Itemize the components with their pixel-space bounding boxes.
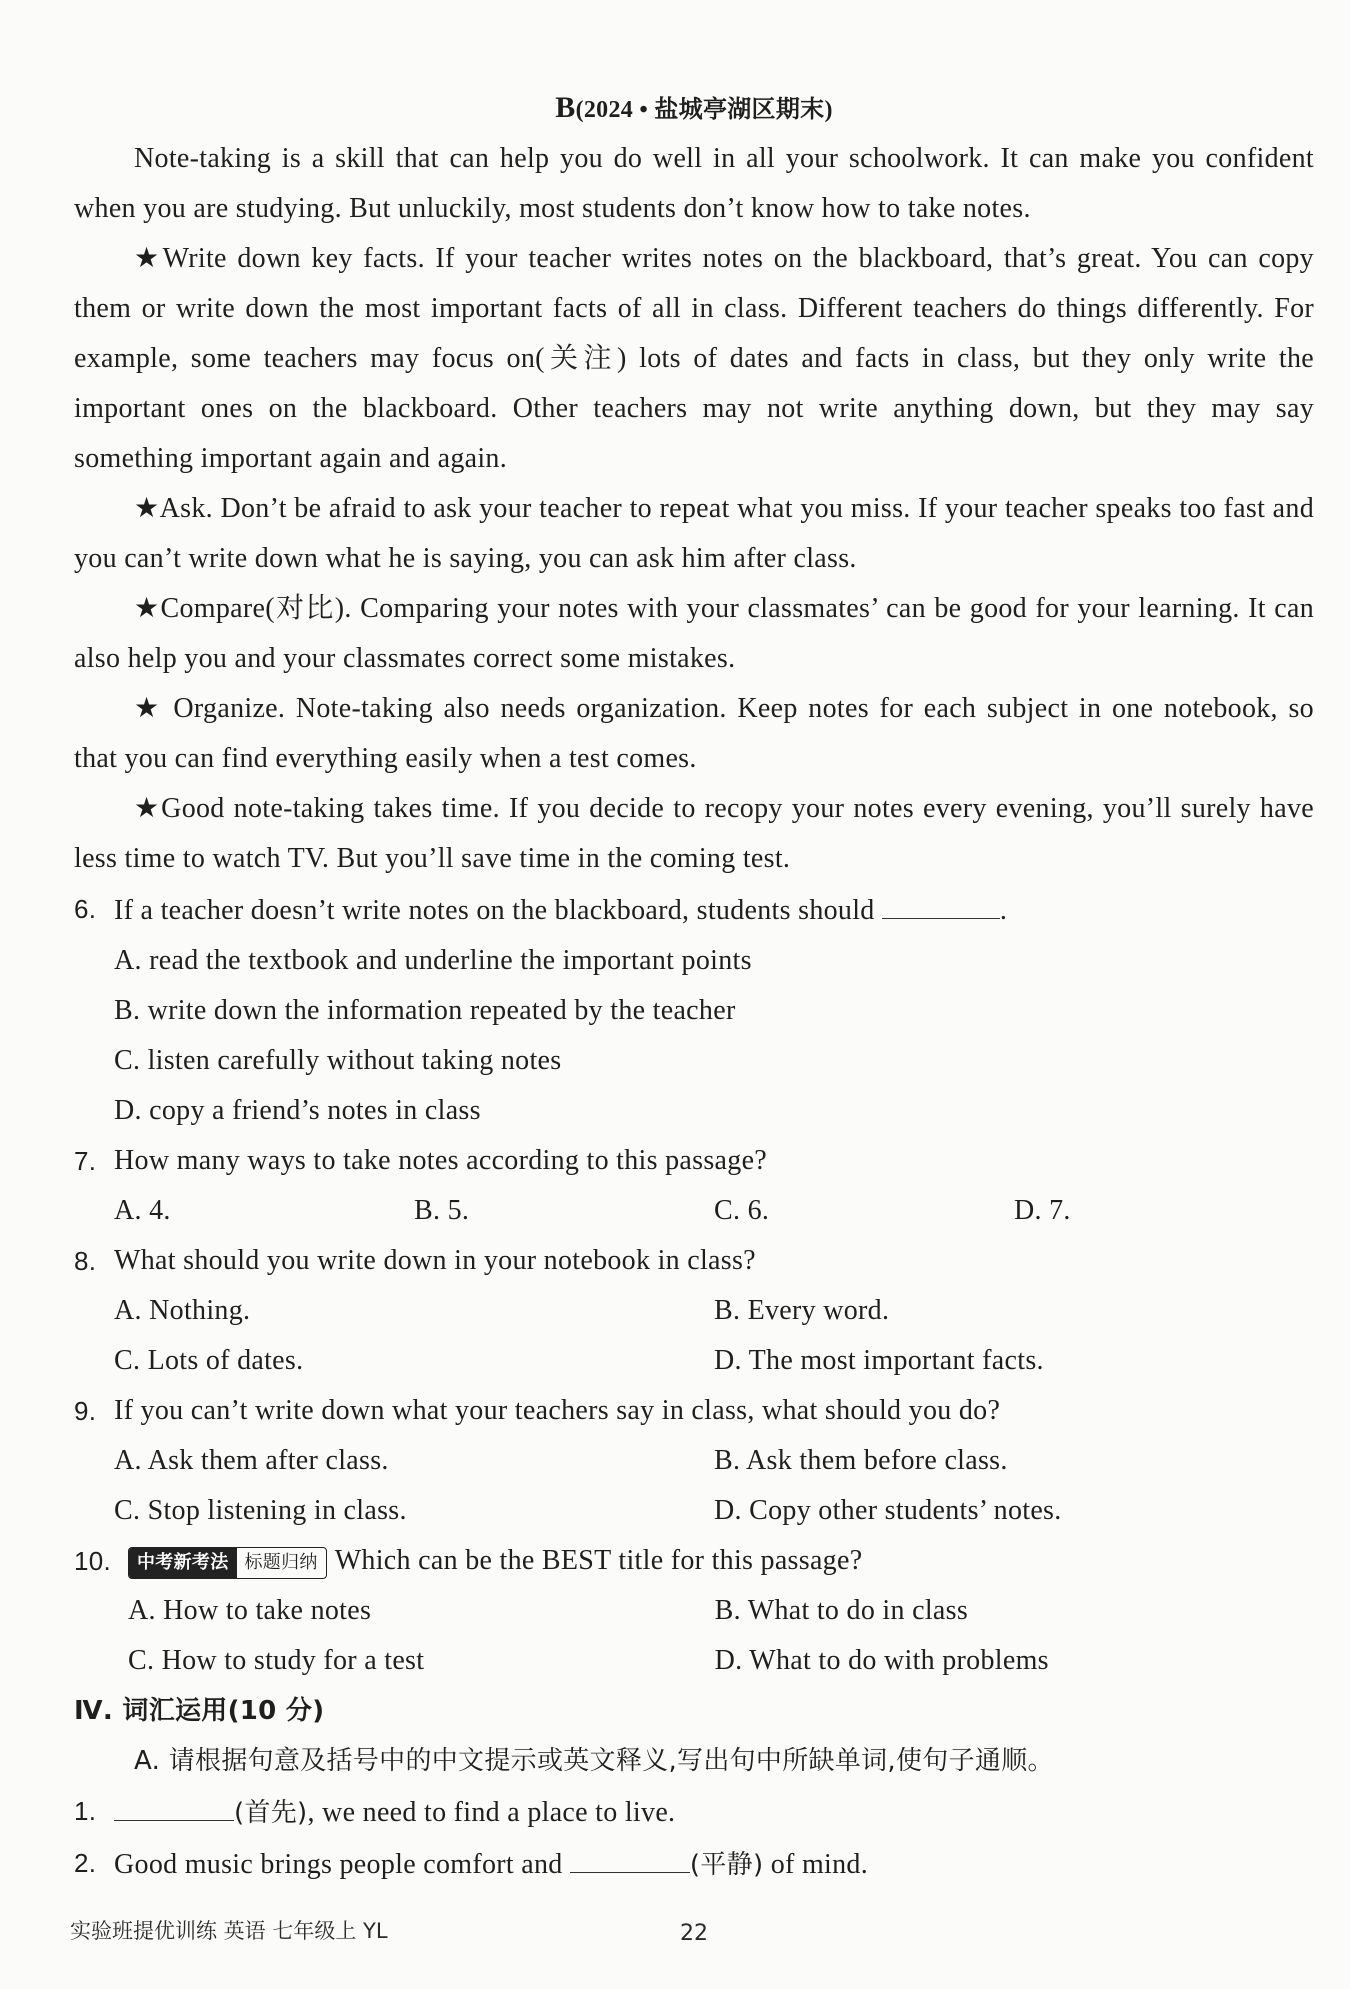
- question-stem: [114, 884, 1007, 936]
- option-row: [74, 986, 1314, 1036]
- option-b[interactable]: B. Every word.: [714, 1295, 890, 1326]
- option-d[interactable]: D. What to do with problems: [714, 1645, 1049, 1676]
- option-b[interactable]: B. Ask them before class.: [714, 1445, 1008, 1476]
- question-stem: What should you write down in your notebook in class?: [114, 1245, 756, 1276]
- option-b[interactable]: B. write down the information repeated by the teacher: [114, 995, 736, 1026]
- question-stem: If you can’t write down what your teachers say in class, what should you do?: [114, 1395, 1001, 1426]
- option-d[interactable]: D. Copy other students’ notes.: [714, 1495, 1062, 1526]
- passage-paragraph-key-facts: ★Write down key facts. If your teacher writes notes on the blackboard, that’s great. You can copy them or write down the most important facts of all in class. Different teachers do things differently. For example, some teachers may focus on(关注) lots of dates and facts in class, but they only write the important ones on the blackboard. Other teachers may not write anything down, but they may say something important again and again.: [74, 243, 1314, 474]
- option-row: [74, 1436, 1314, 1486]
- passage-heading: [74, 88, 1314, 130]
- passage-paragraph-compare: ★Compare(对比). Comparing your notes with your classmates’ can be good for your learning. It can also help you and your classmates correct some mistakes.: [74, 593, 1314, 674]
- option-row: [74, 1186, 1314, 1236]
- section-title: Ⅳ. 词汇运用(10 分): [74, 1696, 325, 1726]
- answer-blank[interactable]: [570, 1838, 690, 1873]
- option-row: [74, 936, 1314, 986]
- question-stem: How many ways to take notes according to this passage?: [114, 1145, 768, 1176]
- heading-letter: B: [555, 91, 576, 124]
- item-rest: of mind.: [763, 1849, 869, 1880]
- item-before: Good music brings people comfort and: [114, 1849, 563, 1880]
- question-number: 8.: [74, 1246, 97, 1276]
- passage-paragraph-organize: ★ Organize. Note-taking also needs organization. Keep notes for each subject in one notebook, so that you can find everything easily when a test comes.: [74, 693, 1314, 774]
- question-10: [74, 1536, 1314, 1586]
- option-a[interactable]: A. read the textbook and underline the important points: [114, 945, 752, 976]
- option-a[interactable]: A. 4.: [114, 1195, 171, 1226]
- question-stem-text: Which can be the BEST title for this passage?: [334, 1545, 863, 1576]
- exam-tag-badge: [128, 1547, 327, 1579]
- item-text: [114, 1838, 868, 1890]
- passage-paragraph-ask: ★Ask. Don’t be afraid to ask your teacher to repeat what you miss. If your teacher speaks too fast and you can’t write down what he is saying, you can ask him after class.: [74, 493, 1314, 574]
- question-number: 9.: [74, 1396, 97, 1426]
- book-title: 实验班提优训练 英语 七年级上 YL: [70, 1919, 388, 1943]
- question-number: 10.: [74, 1546, 112, 1576]
- option-c[interactable]: C. Stop listening in class.: [114, 1495, 407, 1526]
- page-content: [74, 88, 1314, 1890]
- option-d[interactable]: D. copy a friend’s notes in class: [114, 1095, 481, 1126]
- option-a[interactable]: A. Ask them after class.: [114, 1445, 389, 1476]
- option-a[interactable]: A. Nothing.: [114, 1295, 251, 1326]
- chinese-hint: (平静): [689, 1850, 764, 1880]
- badge-topic: 标题归纳: [244, 1551, 318, 1573]
- option-a[interactable]: A. How to take notes: [128, 1595, 372, 1626]
- item-number: 1.: [74, 1796, 97, 1826]
- question-9: [74, 1386, 1314, 1436]
- passage-paragraph-time: ★Good note-taking takes time. If you decide to recopy your notes every evening, you’ll surely have less time to watch TV. But you’ll save time in the coming test.: [74, 793, 1314, 874]
- page-footer: [70, 1915, 1280, 1945]
- question-7: [74, 1136, 1314, 1186]
- question-6: [74, 884, 1314, 936]
- question-number: 6.: [74, 894, 97, 924]
- option-d[interactable]: D. The most important facts.: [714, 1345, 1044, 1376]
- option-c[interactable]: C. How to study for a test: [128, 1645, 425, 1676]
- answer-blank[interactable]: [114, 1786, 234, 1821]
- question-stem-end: .: [999, 895, 1008, 926]
- page-number: 22: [680, 1921, 708, 1946]
- option-row: [74, 1336, 1314, 1386]
- option-row: [74, 1636, 1314, 1686]
- question-stem-text: If a teacher doesn’t write notes on the blackboard, students should: [114, 895, 875, 926]
- question-8: [74, 1236, 1314, 1286]
- badge-new-method: 中考新考法: [129, 1548, 237, 1578]
- option-b[interactable]: B. 5.: [414, 1195, 470, 1226]
- item-text: [114, 1786, 675, 1838]
- chinese-hint: (首先): [234, 1798, 308, 1828]
- vocab-item-2: [74, 1838, 1314, 1890]
- passage-paragraph-intro: Note-taking is a skill that can help you do well in all your schoolwork. It can make you confident when you are studying. But unluckily, most students don’t know how to take notes.: [74, 143, 1314, 224]
- question-number: 7.: [74, 1146, 97, 1176]
- item-number: 2.: [74, 1848, 97, 1878]
- vocab-item-1: [74, 1786, 1314, 1838]
- answer-blank[interactable]: [882, 884, 1000, 919]
- heading-source: (2024 • 盐城亭湖区期末): [575, 97, 833, 123]
- option-c[interactable]: C. listen carefully without taking notes: [114, 1045, 562, 1076]
- section-instruction: A. 请根据句意及括号中的中文提示或英文释义,写出句中所缺单词,使句子通顺。: [134, 1746, 1054, 1776]
- item-rest: , we need to find a place to live.: [307, 1797, 676, 1828]
- option-row: [74, 1036, 1314, 1086]
- option-b[interactable]: B. What to do in class: [714, 1595, 969, 1626]
- option-row: [74, 1286, 1314, 1336]
- option-c[interactable]: C. Lots of dates.: [114, 1345, 304, 1376]
- option-row: [74, 1486, 1314, 1536]
- option-row: [74, 1586, 1314, 1636]
- option-c[interactable]: C. 6.: [714, 1195, 770, 1226]
- question-stem: [128, 1536, 862, 1586]
- option-d[interactable]: D. 7.: [1014, 1195, 1071, 1226]
- option-row: [74, 1086, 1314, 1136]
